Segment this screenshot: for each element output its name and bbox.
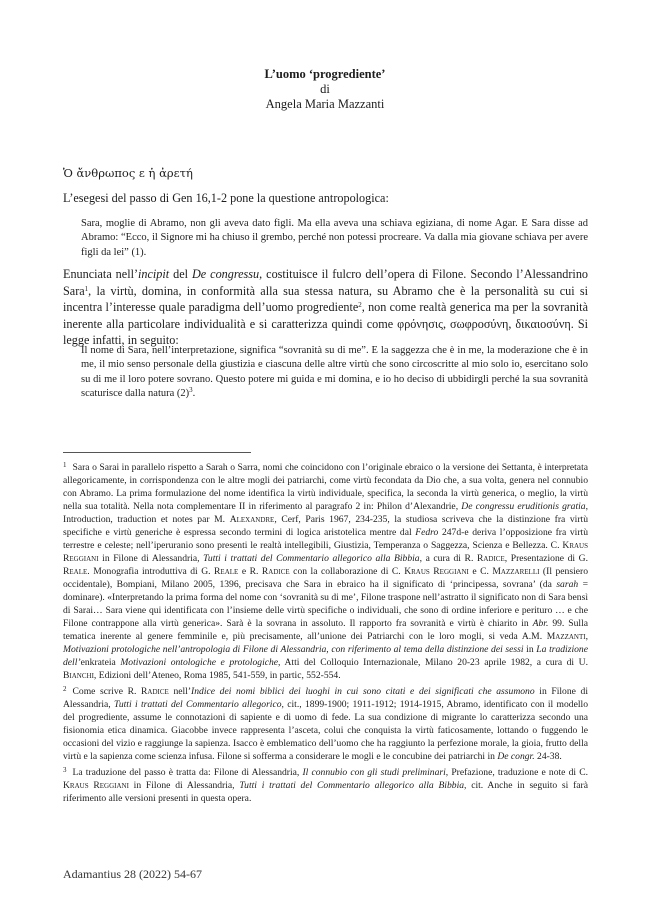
fn-author: Reale — [63, 566, 88, 577]
fn-text: in Filone di Alessandria, — [128, 780, 240, 791]
footnote-ref-2[interactable]: 2 — [358, 301, 362, 310]
text-run: , la virtù, domina, in conformità alla sua stessa natura, su Abramo che è la personalità su cui si incentra l’interesse quale paradigma dell’uomo progrediente — [63, 283, 588, 315]
fn-author: Kraus Reggiani — [63, 540, 588, 564]
fn-text: nell’ — [168, 686, 192, 697]
footnote-ref-1[interactable]: 1 — [84, 284, 89, 293]
fn-author: Alexandre — [229, 514, 275, 525]
fn-italic: La tradizione dell’ — [63, 644, 588, 668]
fn-italic: De congressu eruditionis gratia — [461, 501, 586, 512]
fn-italic: Indice dei nomi biblici dei luoghi in cui sono citati e dei significati che assumono — [191, 686, 535, 697]
block-quote-sara — [81, 344, 588, 401]
byline-di: di — [320, 82, 330, 96]
fn-text: 99. Sulla tematica inerente al genere femminile e, più precisamente, all’unione dei Patriarchi con le loro mogli, si veda A.M. — [63, 618, 588, 642]
italic-incipit: incipit — [138, 267, 170, 281]
body-paragraph — [63, 266, 588, 349]
fn-text: enkrateia — [80, 657, 121, 668]
text-run: , costituisce il fulcro dell’opera di Filone. Secondo l’Alessandrino Sara — [63, 267, 589, 298]
footnote-separator — [63, 452, 251, 453]
fn-italic: Il connubio con gli studi preliminari — [302, 767, 446, 778]
block-quote-genesis: Sara, moglie di Abramo, non gli aveva dato figli. Ma ella aveva una schiava egiziana, di nome Agar. E Sara disse ad Abramo: “Ecco, il Signore mi ha chiuso il grembo, perché non potessi procreare. Va dalla mia giovane schiava per avere figli da lei” (1). — [81, 218, 588, 258]
fn-author: Kraus Reggiani — [404, 566, 469, 577]
fn-italic: Fedro — [415, 527, 439, 538]
footnote-number: 2 — [63, 685, 67, 693]
fn-text: , a cura di R. — [419, 553, 477, 564]
fn-author: Radice — [141, 686, 169, 697]
italic-work-title: De congressu — [192, 267, 260, 281]
fn-text: = dominare). «Interpretando la prima forma del nome con ‘sovranità su di me’, Filone traspone nell’astratto il significato non di Sara bensì di Sarai… Sara viene qui identificata con l’insieme delle virtù specifiche o individuali, che sono di ordine inferiore e perituro … e che Filone contrappone alla virtù generica». Sarà è la sovrana in assoluto. Il rapporto fra sovranità e virtù è chiarito in — [63, 579, 588, 629]
footnotes — [63, 459, 588, 806]
text-run: , non come realtà generica ma per la sovranità inerente alla particolare individualità e si caratterizza quindi come φρόνησις, σωφροσύνη, δικαιοσύνη. Si legge infatti, in seguito: — [63, 300, 588, 348]
journal-footer: Adamantius 28 (2022) 54-67 — [63, 867, 202, 881]
fn-text: , cit. Anche in seguito si farà riferimento alle versioni presenti in questa opera. — [63, 780, 588, 804]
fn-italic: Tutti i trattati del Commentario allegorico alla Bibbia — [239, 780, 465, 791]
fn-text: in — [523, 644, 537, 655]
fn-italic: De congr. — [497, 751, 535, 762]
fn-italic: Motivazioni protologiche nell’antropologia di Filone di Alessandria, con riferimento al tema della distinzione dei sessi — [63, 644, 524, 655]
fn-text: , Cerf, Paris 1967, 234-235, la studiosa scriveva che la distinzione fra virtù specifiche e virtù generiche è espressa secondo termini di logica aristotelica mentre dal — [63, 514, 588, 538]
quote-text: Il nome di Sara, nell’interpretazione, significa “sovranità su di me”. E la saggezza che è in me, la moderazione che è in me, il mio senso personale della giustizia e ciascuna delle altre virtù che sono circoscritte al mio solo io, esercitano solo su di me il loro potere sovrano. Questo potere mi guida e mi domina, e io ho deciso di ubbidirgli perché la sua sovranità scaturisce dalla natura (2) — [81, 345, 588, 399]
footnote-2 — [63, 683, 588, 763]
fn-text: , Atti del Colloquio Internazionale, Milano 20-23 aprile 1982, a cura di U. — [278, 657, 588, 668]
quote-end: . — [192, 387, 196, 399]
fn-author: Radice — [476, 553, 505, 564]
fn-italic: sarah — [556, 579, 579, 590]
footnote-1 — [63, 459, 588, 682]
fn-text: 247d-e deriva l’opposizione fra virtù terrestre e celeste; nell’iperuranio sono presenti le realtà intellegibili, Giustizia, Temperanza o Saggezza, Scienza e Bellezza. C. — [63, 527, 588, 551]
fn-text: e R. — [238, 566, 262, 577]
fn-text: e C. — [468, 566, 493, 577]
fn-text: in Filone di Alessandria, — [63, 686, 588, 710]
fn-text: , — [585, 631, 588, 642]
fn-text: , Edizioni dell’Ateneo, Roma 1985, 541-559, in partic, 552-554. — [93, 670, 341, 681]
footnote-ref-3[interactable]: 3 — [189, 385, 193, 394]
footnote-number: 1 — [63, 461, 67, 469]
fn-text: , Introduction, traduction et notes par M. — [63, 501, 588, 525]
fn-italic: Tutti i trattati del Commentario allegorico — [114, 699, 282, 710]
fn-italic: Tutti i trattati del Commentario allegorico alla Bibbia — [203, 553, 420, 564]
fn-text: . Monografia introduttiva di G. — [87, 566, 215, 577]
fn-text: , Presentazione di G. — [504, 553, 588, 564]
fn-text: Come scrive R. — [72, 686, 142, 697]
intro-paragraph: L’esegesi del passo di Gen 16,1-2 pone la questione antropologica: — [63, 191, 389, 205]
article-title: L’uomo ‘progrediente’ — [264, 67, 386, 81]
fn-author: Kraus Reggiani — [63, 780, 129, 791]
footnote-3 — [63, 764, 588, 805]
fn-text: , cit., 1899-1900; 1911-1912; 1914-1915, Abramo, identificato con il modello del progrediente, assume le connotazioni di sapiente e di uomo di fede. La sua condizione di migrante lo caratterizza secondo una fisionomia etica dinamica. Giacobbe invece rappresenta l’asceta, colui che conquista la virtù faticosamente, lottando o fuggendo le occasioni del vizio e raggiunge la sapienza. Isacco è emblematico dell’uomo che ha raggiunto la perfezione morale, la gioia, frutto della virtù e la sapienza come scienza infusa. Filone si sofferma a considerare le mogli e le concubine dei patriarchi in — [63, 699, 588, 762]
author-name: Angela Maria Mazzanti — [265, 97, 385, 111]
fn-text: (Il pensiero occidentale), Bompiani, Milano 2005, 1396, precisava che Sara in ebraico ha il significato di ‘principessa, sovrana’ (da — [63, 566, 588, 590]
fn-italic: Abr. — [532, 618, 549, 629]
fn-text: , Prefazione, traduzione e note di C. — [445, 767, 588, 778]
fn-text: con la collaborazione di C. — [289, 566, 405, 577]
text-run: Enunciata nell’ — [63, 267, 139, 281]
fn-text: Sara o Sarai in parallelo rispetto a Sarah o Sarra, nomi che coincidono con l’originale ebraico o la versione dei Settanta, è interpretata allegoricamente, in corrispondenza con le altre mogli dei patriarchi, come virtù fecondata da Dio che, a sua volta, genera nel connubio con Abramo. La prima formulazione del nome identifica la virtù individuale, specifica, la seconda la virtù generica, o meglio, la virtù nella sua totalità. Nella nota complementare II in riferimento al paragrafo 2 in: Philon d’Alexandrie, — [63, 462, 588, 512]
fn-author: Radice — [261, 566, 290, 577]
fn-text: La traduzione del passo è tratta da: Filone di Alessandria, — [72, 767, 303, 778]
article-header — [0, 67, 650, 112]
fn-italic: Motivazioni ontologiche e protologiche — [120, 657, 279, 668]
fn-author: Bianchi — [63, 670, 94, 681]
fn-author: Mazzarelli — [492, 566, 540, 577]
fn-text: 24-38. — [534, 751, 562, 762]
fn-text: in Filone di Alessandria, — [98, 553, 204, 564]
footnote-number: 3 — [63, 766, 67, 774]
text-run: del — [169, 267, 192, 281]
section-heading: Ὁ ἄνθρωπος ε ἡ ἀρετή — [63, 166, 193, 180]
fn-author: Reale — [214, 566, 239, 577]
fn-author: Mazzanti — [546, 631, 586, 642]
